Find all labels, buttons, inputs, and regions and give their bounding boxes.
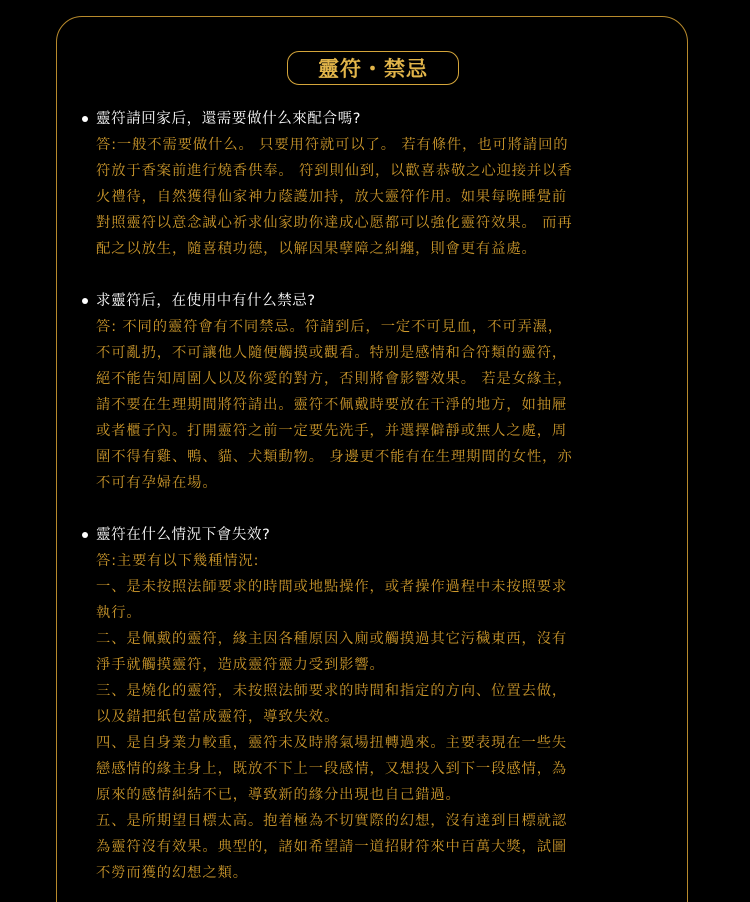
answer-line: 答: 不同的靈符會有不同禁忌。符請到后，一定不可見血，不可弄濕， bbox=[96, 319, 564, 335]
bullet-icon bbox=[82, 116, 88, 122]
bullet-icon bbox=[82, 298, 88, 304]
page-title: 靈符・禁忌 bbox=[287, 51, 459, 85]
faq-answer bbox=[96, 314, 658, 496]
answer-line: 一、是未按照法師要求的時間或地點操作，或者操作過程中未按照要求 bbox=[96, 579, 568, 595]
faq-answer bbox=[96, 132, 658, 262]
answer-line: 執行。 bbox=[96, 605, 142, 621]
answer-line: 答:主要有以下幾種情況: bbox=[96, 553, 260, 569]
answer-line: 或者櫃子內。打開靈符之前一定要先洗手，并選擇僻靜或無人之處，周 bbox=[96, 423, 568, 439]
faq-section-2 bbox=[96, 292, 658, 496]
faq-answer bbox=[96, 548, 658, 886]
answer-line: 對照靈符以意念誠心祈求仙家助你達成心愿都可以強化靈符效果。 而再 bbox=[96, 215, 573, 231]
faq-section-3 bbox=[96, 526, 658, 886]
faq-question: 靈符請回家后，還需要做什么來配合嗎? bbox=[96, 111, 361, 127]
faq-question: 靈符在什么情況下會失效? bbox=[96, 527, 271, 543]
answer-line: 五、是所期望目標太高。抱着極為不切實際的幻想，沒有達到目標就認 bbox=[96, 813, 568, 829]
answer-line: 圍不得有雞、鴨、貓、犬類動物。 身邊更不能有在生理期間的女性，亦 bbox=[96, 449, 573, 465]
answer-line: 不可亂扔，不可讓他人隨便觸摸或觀看。特別是感情和合符類的靈符， bbox=[96, 345, 568, 361]
answer-line: 火禮待，自然獲得仙家神力蔭護加持，放大靈符作用。如果每晚睡覺前 bbox=[96, 189, 568, 205]
answer-line: 絕不能告知周圍人以及你愛的對方，否則將會影響效果。 若是女緣主， bbox=[96, 371, 573, 387]
answer-line: 淨手就觸摸靈符，造成靈符靈力受到影響。 bbox=[96, 657, 385, 673]
bullet-icon bbox=[82, 532, 88, 538]
answer-line: 為靈符沒有效果。典型的，諸如希望請一道招財符來中百萬大獎，試圖 bbox=[96, 839, 568, 855]
answer-line: 符放于香案前進行燒香供奉。 符到則仙到，以歡喜恭敬之心迎接并以香 bbox=[96, 163, 573, 179]
faq-section-1 bbox=[96, 110, 658, 262]
answer-line: 四、是自身業力較重，靈符未及時將氣場扭轉過來。主要表現在一些失 bbox=[96, 735, 568, 751]
answer-line: 以及錯把紙包當成靈符，導致失效。 bbox=[96, 709, 340, 725]
answer-line: 配之以放生，隨喜積功德，以解因果孽障之糾纏，則會更有益處。 bbox=[96, 241, 537, 257]
faq-question: 求靈符后，在使用中有什么禁忌? bbox=[96, 293, 316, 309]
answer-line: 原來的感情糾結不已，導致新的緣分出現也自己錯過。 bbox=[96, 787, 461, 803]
answer-line: 二、是佩戴的靈符，緣主因各種原因入廁或觸摸過其它污穢東西，沒有 bbox=[96, 631, 568, 647]
answer-line: 三、是燒化的靈符，未按照法師要求的時間和指定的方向、位置去做， bbox=[96, 683, 568, 699]
answer-line: 戀感情的緣主身上，既放不下上一段感情，又想投入到下一段感情，為 bbox=[96, 761, 568, 777]
answer-line: 請不要在生理期間將符請出。靈符不佩戴時要放在干淨的地方，如抽屜 bbox=[96, 397, 568, 413]
answer-line: 不可有孕婦在場。 bbox=[96, 475, 218, 491]
answer-line: 不勞而獲的幻想之類。 bbox=[96, 865, 248, 881]
answer-line: 答:一般不需要做什么。 只要用符就可以了。 若有條件，也可將請回的 bbox=[96, 137, 569, 153]
